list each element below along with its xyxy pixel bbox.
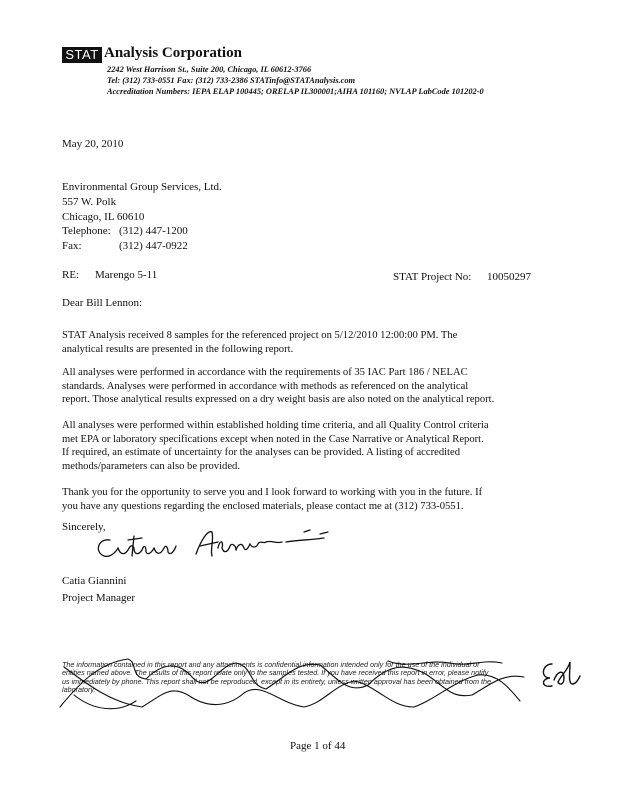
recipient-fax-label: Fax: (62, 240, 82, 252)
paragraph-methods (62, 366, 582, 407)
accreditation-numbers: Accreditation Numbers: IEPA ELAP 100445; ORELAP IL300001;AIHA 101160; NVLAP LabCode 101202-0 (107, 87, 484, 96)
paragraph-line: STAT Analysis received 8 samples for the referenced project on 5/12/2010 12:00:00 PM. The (62, 330, 458, 341)
disclaimer-line: us immediately by phone. This report shall not be reproduced, except in its entirety, unless written approval has been obtained from the (62, 676, 491, 686)
signer-name: Catia Giannini (62, 575, 127, 587)
company-address: 2242 West Harrison St., Suite 200, Chicago, IL 60612-3766 (107, 65, 312, 74)
disclaimer-line: entities named above. The results of this report relate only to the samples tested. If you have received this report in error, please notify (62, 668, 489, 678)
disclaimer-crossout-scribble (58, 655, 528, 715)
disclaimer-line: The information contained in this report and any attachments is confidential information intended only for the use of the individual or (62, 660, 480, 669)
recipient-city: Chicago, IL 60610 (62, 211, 145, 223)
paragraph-line: All analyses were performed within established holding time criteria, and all Quality Control criteria (62, 420, 489, 431)
letter-date: May 20, 2010 (62, 138, 124, 150)
paragraph-thanks (62, 486, 582, 513)
project-number: 10050297 (487, 271, 531, 283)
page-total: 44 (334, 740, 346, 752)
paragraph-line: analytical results are presented in the following report. (62, 343, 294, 355)
page-of: of (322, 740, 332, 752)
recipient-fax: (312) 447-0922 (119, 240, 188, 252)
paragraph-line: methods/parameters can also be provided. (62, 460, 240, 472)
signer-title: Project Manager (62, 592, 135, 604)
initials-mark (538, 656, 582, 692)
company-contact: Tel: (312) 733-0551 Fax: (312) 733-2386 STATinfo@STATAnalysis.com (107, 76, 356, 85)
recipient-street: 557 W. Polk (62, 196, 117, 208)
paragraph-line: you have any questions regarding the enclosed materials, please contact me at (312) 733-0551. (62, 500, 464, 512)
handwritten-signature (88, 518, 348, 568)
company-name: Analysis Corporation (104, 45, 242, 61)
paragraph-quality (62, 419, 582, 473)
salutation: Dear Bill Lennon: (62, 297, 143, 309)
paragraph-line: All analyses were performed in accordance with the requirements of 35 IAC Part 186 / NELAC (62, 367, 468, 378)
paragraph-line: standards. Analyses were performed in accordance with methods as referenced on the analytical (62, 380, 469, 392)
page-indicator (290, 740, 345, 752)
paragraph-line: If required, an estimate of uncertainty for the analyses can be provided. A listing of accredited (62, 447, 460, 458)
disclaimer-line: laboratory. (62, 685, 96, 695)
recipient-org: Environmental Group Services, Ltd. (62, 181, 222, 193)
paragraph-receipt (62, 329, 582, 356)
paragraph-line: Thank you for the opportunity to serve you and I look forward to working with you in the future. If (62, 487, 483, 498)
re-label: RE: (62, 269, 80, 281)
page-current: 1 (314, 740, 320, 752)
page-label: Page (290, 740, 312, 752)
stat-logo: STAT (62, 47, 102, 63)
paragraph-line: report. Those analytical results expressed on a dry weight basis are also noted on the analytical report. (62, 394, 495, 405)
re-value: Marengo 5-11 (95, 269, 158, 281)
recipient-telephone-label: Telephone: (62, 225, 111, 237)
closing: Sincerely, (62, 521, 106, 533)
paragraph-line: met EPA or laboratory specifications except when noted in the Case Narrative or Analytical Report. (62, 433, 484, 445)
recipient-telephone: (312) 447-1200 (119, 225, 188, 237)
project-number-label: STAT Project No: (393, 271, 472, 283)
